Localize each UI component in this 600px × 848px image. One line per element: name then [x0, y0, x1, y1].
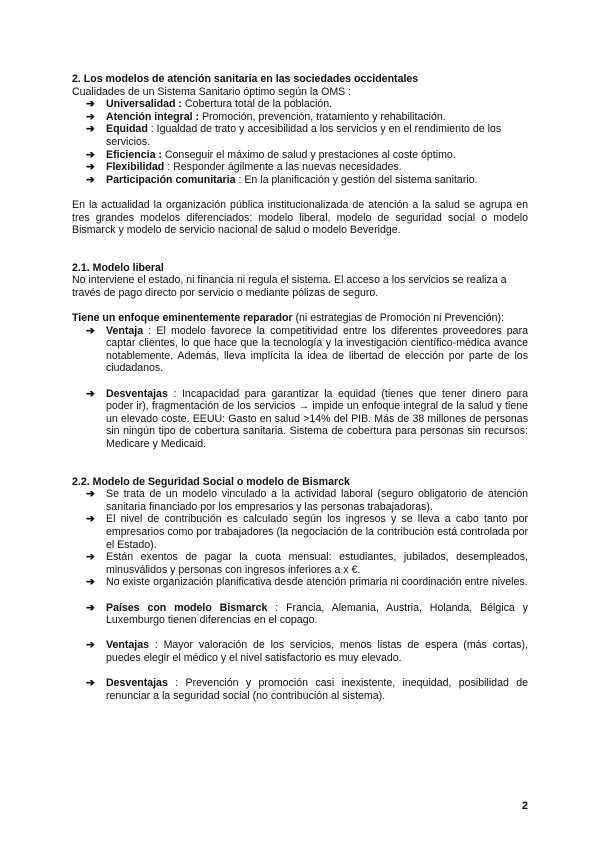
item-text: Conseguir el máximo de salud y prestaciones al coste óptimo.: [161, 148, 456, 161]
list-item: [86, 324, 528, 375]
item-text: : El modelo favorece la competitividad entre los diferentes proveedores para captar clientes, lo que hace que la tecnología y la investigación científico-médica avance notablemente. Además, lleva implícita la idea de libertad de elección por parte de los ciudadanos.: [106, 324, 528, 375]
list-item: [86, 677, 528, 702]
arrow-icon: ➔: [86, 110, 95, 123]
bismarck-desventajas: [72, 677, 528, 702]
item-term: Ventajas: [106, 639, 149, 652]
item-text: Cobertura total de la población.: [181, 98, 333, 111]
item-term: Equidad: [106, 123, 148, 136]
arrow-icon: ➔: [86, 161, 95, 174]
item-text: : En la planificación y gestión del sistema sanitario.: [235, 173, 478, 186]
liberal-list: [72, 325, 528, 375]
list-item: [86, 110, 528, 124]
item-term: Desventajas: [106, 387, 168, 400]
item-term: Países con modelo Bismarck: [106, 601, 268, 614]
arrow-icon: ➔: [86, 551, 95, 564]
arrow-icon: ➔: [86, 677, 95, 690]
bismarck-list: [72, 488, 528, 589]
liberal-focus: [72, 312, 528, 325]
item-text: : Mayor valoración de los servicios, menos listas de espera (más cortas), puedes elegir el médico y el nivel satisfactorio es muy elevado.: [106, 639, 528, 664]
item-term: Eficiencia :: [106, 148, 162, 161]
arrow-icon: ➔: [86, 601, 95, 614]
item-term: Participación comunitaria: [106, 173, 236, 186]
list-item: [86, 513, 528, 551]
list-item: [86, 387, 528, 451]
item-text: : Prevención y promoción casi inexistente, inequidad, posibilidad de renunciar a la seguridad social (no contribución al sistema).: [106, 677, 528, 702]
item-text: Promoción, prevención, tratamiento y rehabilitación.: [199, 110, 446, 123]
liberal-list-2: [72, 388, 528, 451]
item-text: No existe organización planificativa desde atención primaria ni coordinación entre niveles.: [106, 576, 528, 589]
list-item: [86, 551, 528, 576]
bismarck-countries: [72, 602, 528, 627]
list-item: [86, 123, 528, 148]
item-term: Ventaja: [106, 324, 144, 337]
oms-qualities-list: [72, 98, 528, 186]
list-item: [86, 98, 528, 111]
item-term: Desventajas: [106, 677, 168, 690]
arrow-icon: ➔: [86, 173, 95, 186]
section-2-intro: Cualidades de un Sistema Sanitario óptimo según la OMS :: [72, 85, 352, 98]
item-text: Se trata de un modelo vinculado a la actividad laboral (seguro obligatorio de atención sanitaria financiado por los empresarios y las personas trabajadoras).: [106, 488, 528, 513]
arrow-icon: ➔: [86, 98, 95, 111]
arrow-icon: ➔: [86, 123, 95, 136]
item-text: : Igualdad de trato y accesibilidad a los servicios y en el rendimiento de los servicios.: [106, 123, 502, 148]
page-number: 2: [521, 800, 528, 812]
arrow-icon: ➔: [86, 488, 95, 501]
item-text: Están exentos de pagar la cuota mensual: estudiantes, jubilados, desempleados, minusválidos y personas con ingresos inferiores a x €.: [106, 551, 528, 576]
arrow-icon: ➔: [86, 513, 95, 526]
focus-bold: Tiene un enfoque eminentemente reparador: [72, 312, 293, 325]
list-item: [86, 148, 528, 162]
section-2-2-title: 2.2. Modelo de Seguridad Social o modelo de Bismarck: [72, 475, 350, 488]
item-term: Atención integral :: [106, 110, 199, 123]
item-term: Flexibilidad: [106, 161, 165, 174]
list-item: [86, 161, 528, 174]
models-paragraph: En la actualidad la organización pública institucionalizada de atención a la salud se agrupa en tres grandes modelos diferenciados: modelo liberal, modelo de seguridad social o modelo Bismarck y modelo de servicio nacional de salud o modelo Beveridge.: [72, 198, 528, 237]
document-page: [72, 73, 528, 702]
liberal-intro: No interviene el estado, ni financia ni regula el sistema. El acceso a los servicios se realiza a través de pago directo por servicio o mediante pólizas de seguro.: [72, 274, 507, 299]
arrow-icon: ➔: [86, 387, 95, 400]
item-term: Universalidad :: [106, 98, 182, 111]
item-text: El nivel de contribución es calculado según los ingresos y se lleva a cabo tanto por empresarios como por trabajadores (la negociación de la contribución está controlada por el Estado).: [106, 513, 528, 551]
list-item: [86, 639, 528, 664]
arrow-icon: ➔: [86, 324, 95, 337]
section-2-title: 2. Los modelos de atención sanitaria en las sociedades occidentales: [72, 73, 419, 85]
arrow-icon: ➔: [86, 148, 95, 161]
list-item: [86, 601, 528, 627]
item-text: : Incapacidad para garantizar la equidad (tienes que tener dinero para poder ir), fragmentación de los servicios → impide un enfoque integral de la salud y tiene un elevado coste. EEUU: Gasto en salud >14% del PIB. Más de 38 millones de personas sin ningún tipo de cobertura sanitaria. Sistema de cobertura para personas sin recursos: Medicare y Medicaid.: [106, 387, 528, 451]
list-item: [86, 488, 528, 513]
item-text: : Responder ágilmente a las nuevas necesidades.: [164, 161, 402, 174]
arrow-icon: ➔: [86, 576, 95, 589]
list-item: [86, 173, 528, 187]
bismarck-ventajas: [72, 639, 528, 664]
item-text: : Francia, Alemania, Austria, Holanda, Bélgica y Luxemburgo tienen diferencias en el copago.: [106, 601, 528, 627]
focus-rest: (ni estrategias de Promoción ni Prevención):: [292, 312, 504, 325]
list-item: [86, 576, 528, 589]
section-2-1-title: 2.1. Modelo liberal: [72, 261, 164, 274]
arrow-icon: ➔: [86, 639, 95, 652]
